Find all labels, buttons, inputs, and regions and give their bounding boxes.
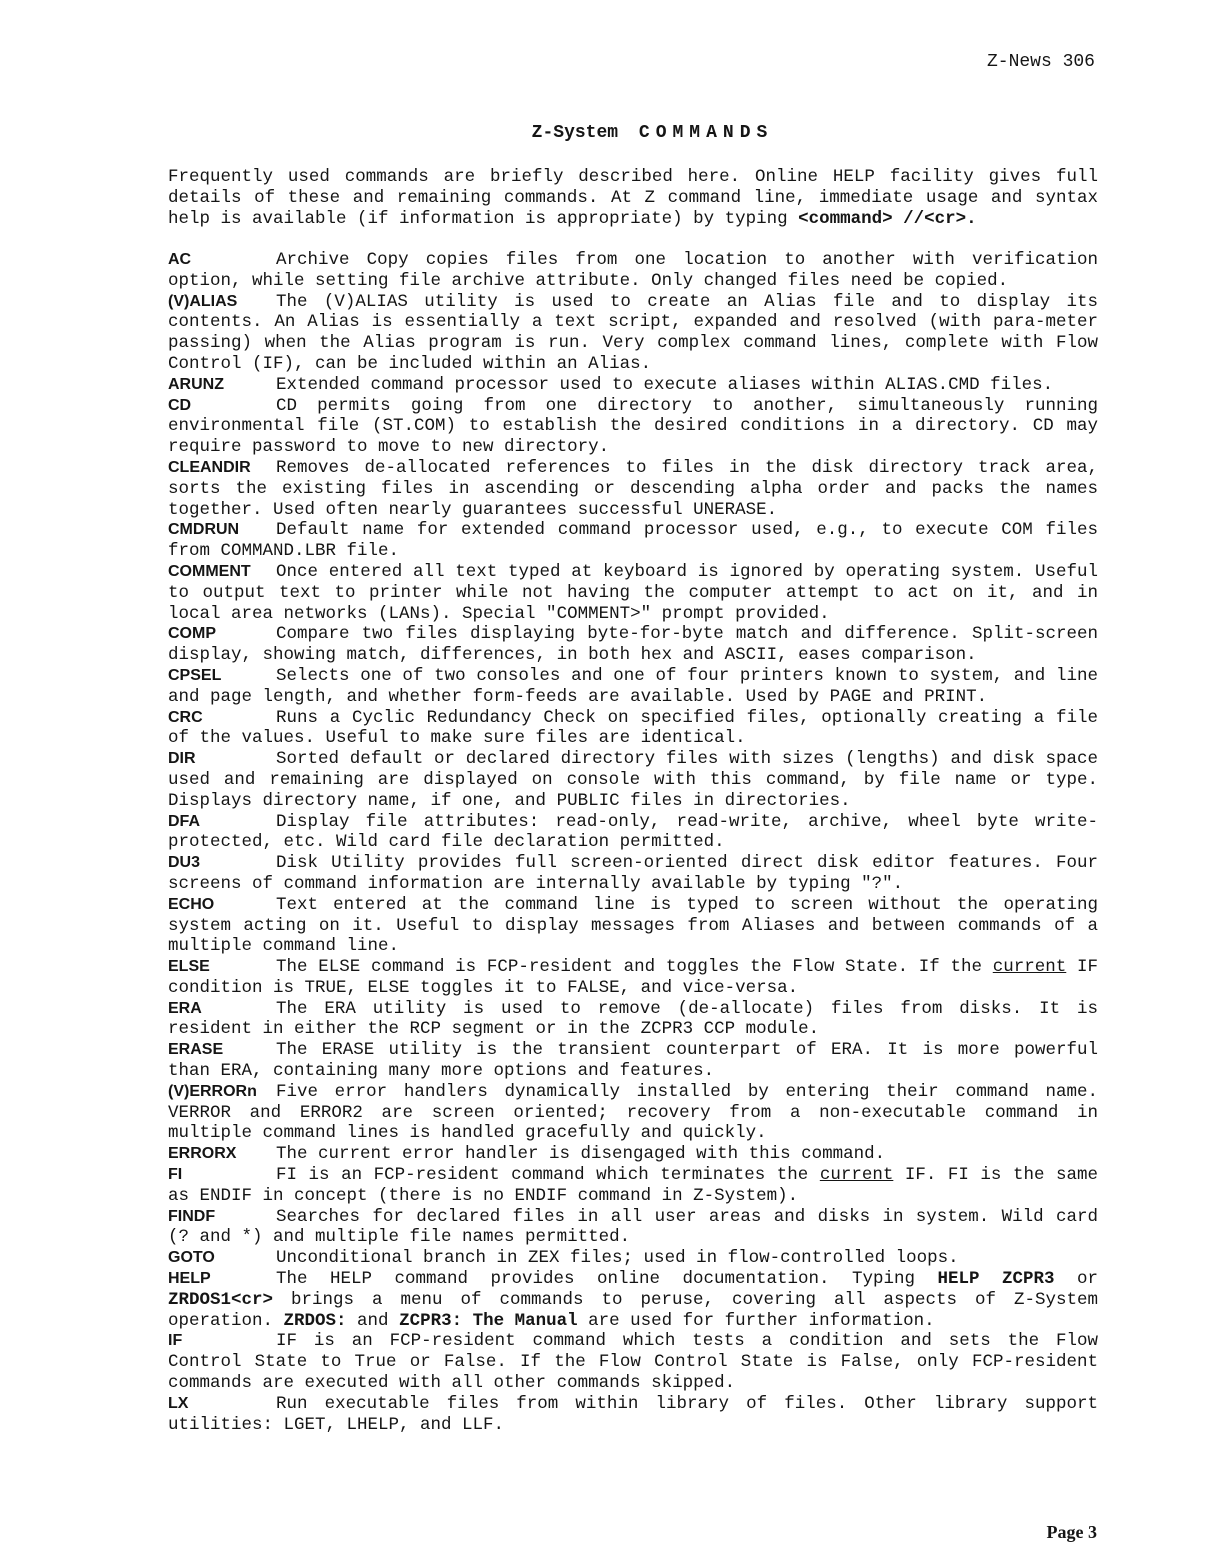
command-entry xyxy=(168,957,1098,999)
command-description: IF is an FCP-resident command which tests a condition and sets the Flow Control State to True or False. If the Flow Control State is False, only FCP-resident commands are executed with all other commands skipped. xyxy=(168,1331,1098,1394)
command-entry xyxy=(168,562,1098,624)
command-name: DIR xyxy=(168,750,196,768)
command-entry xyxy=(168,458,1098,520)
intro-syntax: <command> //<cr>. xyxy=(798,208,977,229)
intro-text: Frequently used commands are briefly described here. Online HELP facility gives full details of these and remaining commands. At Z command line, immediate usage and syntax help is available (if information is appropriate) by typing xyxy=(168,167,1098,229)
command-description: The ERASE utility is the transient counterpart of ERA. It is more powerful than ERA, containing many more options and features. xyxy=(168,1040,1098,1082)
command-entry xyxy=(168,1144,1098,1165)
command-name: DU3 xyxy=(168,854,201,872)
command-name: DFA xyxy=(168,812,200,830)
command-name: ECHO xyxy=(168,895,215,913)
command-description: Default name for extended command processor used, e.g., to execute COM files from COMMAND.LBR file. xyxy=(168,520,1098,562)
command-entry xyxy=(168,812,1098,854)
command-entry xyxy=(168,250,1098,292)
command-entry xyxy=(168,1331,1098,1393)
bold-term: HELP ZCPR3 xyxy=(937,1269,1055,1290)
command-name: LX xyxy=(168,1394,189,1412)
command-description: Disk Utility provides full screen-oriented direct disk editor features. Four screens of command information are internally available by typing "?". xyxy=(168,853,1098,894)
command-name: COMMENT xyxy=(168,562,251,580)
page-title xyxy=(0,123,1225,144)
command-description: IF. FI is the same as ENDIF in concept (there is no ENDIF command in Z-System). xyxy=(168,1165,1098,1206)
command-name: ERA xyxy=(168,999,202,1017)
command-entry xyxy=(168,708,1098,750)
command-entry xyxy=(168,624,1098,666)
command-description: Five error handlers dynamically installed by entering their command name. VERROR and ERROR2 are screen oriented; recovery from a non-executable command in multiple command lines is handled gracefully and quickly. xyxy=(168,1081,1098,1144)
command-name: GOTO xyxy=(168,1249,215,1267)
bold-term: ZRDOS1<cr> xyxy=(168,1289,274,1310)
title-word: COMMANDS xyxy=(638,123,774,143)
command-description: The ERA utility is used to remove (de-allocate) files from disks. It is resident in either the RCP segment or in the ZCPR3 CCP module. xyxy=(168,998,1098,1040)
command-name: CRC xyxy=(168,708,203,726)
command-description: brings a menu of commands to peruse, covering all aspects of Z-System operation. xyxy=(168,1289,1098,1331)
command-entry xyxy=(168,1040,1098,1082)
command-entry xyxy=(168,396,1098,458)
intro-paragraph xyxy=(168,167,1098,229)
command-entry xyxy=(168,1165,1098,1207)
command-description: CD permits going from one directory to another, simultaneously running environmental file (ST.COM) to establish the desired conditions in a directory. CD may require password to move to new directory. xyxy=(168,395,1098,458)
command-description: The HELP command provides online documentation. Typing xyxy=(276,1269,938,1290)
command-description: The current error handler is disengaged with this command. xyxy=(276,1144,886,1165)
bold-term: ZRDOS: xyxy=(283,1310,347,1331)
command-entry xyxy=(168,1394,1098,1436)
page-number: Page 3 xyxy=(1046,1522,1097,1542)
command-entry xyxy=(168,853,1098,895)
command-description: The ELSE command is FCP-resident and toggles the Flow State. If the xyxy=(276,957,993,978)
command-description: Extended command processor used to execute aliases within ALIAS.CMD files. xyxy=(276,374,1054,395)
command-description: or xyxy=(1054,1269,1098,1290)
command-name: CPSEL xyxy=(168,666,222,684)
command-list xyxy=(168,250,1098,1435)
command-name: COMP xyxy=(168,625,216,643)
command-description: Run executable files from within library of files. Other library support utilities: LGET, LHELP, and LLF. xyxy=(168,1393,1098,1435)
command-description: Unconditional branch in ZEX files; used in flow-controlled loops. xyxy=(276,1248,959,1269)
command-description: Searches for declared files in all user areas and disks in system. Wild card (? and *) and multiple file names permitted. xyxy=(168,1206,1098,1248)
command-description: Compare two files displaying byte-for-byte match and difference. Split-screen display, showing match, differences, in both hex and ASCII, eases comparison. xyxy=(168,624,1098,666)
command-name: HELP xyxy=(168,1270,211,1288)
command-entry xyxy=(168,1248,1098,1269)
command-description: Removes de-allocated references to files in the disk directory track area, sorts the existing files in ascending or descending alpha order and packs the names together. Used often nearly guarantees successful UNERASE. xyxy=(168,457,1098,520)
command-entry xyxy=(168,895,1098,957)
command-description: IF condition is TRUE, ELSE toggles it to FALSE, and vice-versa. xyxy=(168,957,1098,998)
command-description: and xyxy=(346,1310,400,1331)
command-description: Once entered all text typed at keyboard is ignored by operating system. Useful to output text to printer while not having the computer attempt to act on it, and in local area networks (LANs). Special "COMMENT>" prompt provided. xyxy=(168,561,1098,624)
command-entry xyxy=(168,1269,1098,1331)
command-name: CMDRUN xyxy=(168,521,240,539)
command-entry xyxy=(168,1082,1098,1144)
command-description: Display file attributes: read-only, read-write, archive, wheel byte write-protected, etc. Wild card file declaration permitted. xyxy=(168,811,1098,853)
command-entry xyxy=(168,292,1098,375)
title-prefix: Z-System xyxy=(531,123,619,143)
command-description: Runs a Cyclic Redundancy Check on specified files, optionally creating a file of the values. Useful to make sure files are identical. xyxy=(168,707,1098,749)
command-description: The (V)ALIAS utility is used to create an Alias file and to display its contents. An Alias is essentially a text script, expanded and resolved (with para-meter passing) when the Alias program is run. Very complex command lines, complete with Flow Control (IF), can be included within an Alias. xyxy=(168,291,1098,374)
command-name: (V)ALIAS xyxy=(168,292,238,310)
underlined-word: current xyxy=(992,957,1067,978)
command-name: ELSE xyxy=(168,958,210,976)
command-description: Selects one of two consoles and one of four printers known to system, and line and page length, and whether form-feeds are available. Used by PAGE and PRINT. xyxy=(168,665,1098,707)
command-description: FI is an FCP-resident command which terminates the xyxy=(276,1165,820,1186)
command-description: Text entered at the command line is typed to screen without the operating system acting on it. Useful to display messages from Aliases and between commands of a multiple command line. xyxy=(168,894,1098,957)
command-name: ERRORX xyxy=(168,1145,237,1163)
command-entry xyxy=(168,666,1098,708)
page-header: Z-News 306 xyxy=(986,52,1095,72)
command-name: AC xyxy=(168,251,192,268)
command-entry xyxy=(168,749,1098,811)
command-entry xyxy=(168,1207,1098,1249)
command-name: (V)ERRORn xyxy=(168,1082,257,1100)
command-name: ERASE xyxy=(168,1041,224,1059)
command-name: ARUNZ xyxy=(168,375,224,393)
command-description: Archive Copy copies files from one location to another with verification option, while setting file archive attribute. Only changed files need be copied. xyxy=(168,250,1098,291)
command-description: are used for further information. xyxy=(577,1310,935,1331)
command-name: IF xyxy=(168,1332,183,1350)
command-entry xyxy=(168,520,1098,562)
underlined-word: current xyxy=(819,1165,894,1186)
command-name: CD xyxy=(168,396,192,414)
command-entry xyxy=(168,999,1098,1041)
command-entry xyxy=(168,375,1098,396)
command-description: Sorted default or declared directory files with sizes (lengths) and disk space used and remaining are displayed on console with this command, by file name or type. Displays directory name, if one, and PUBLIC files in directories. xyxy=(168,749,1098,811)
command-name: CLEANDIR xyxy=(168,458,251,476)
command-name: FI xyxy=(168,1166,183,1184)
command-name: FINDF xyxy=(168,1207,216,1225)
bold-term: ZCPR3: The Manual xyxy=(399,1310,578,1331)
